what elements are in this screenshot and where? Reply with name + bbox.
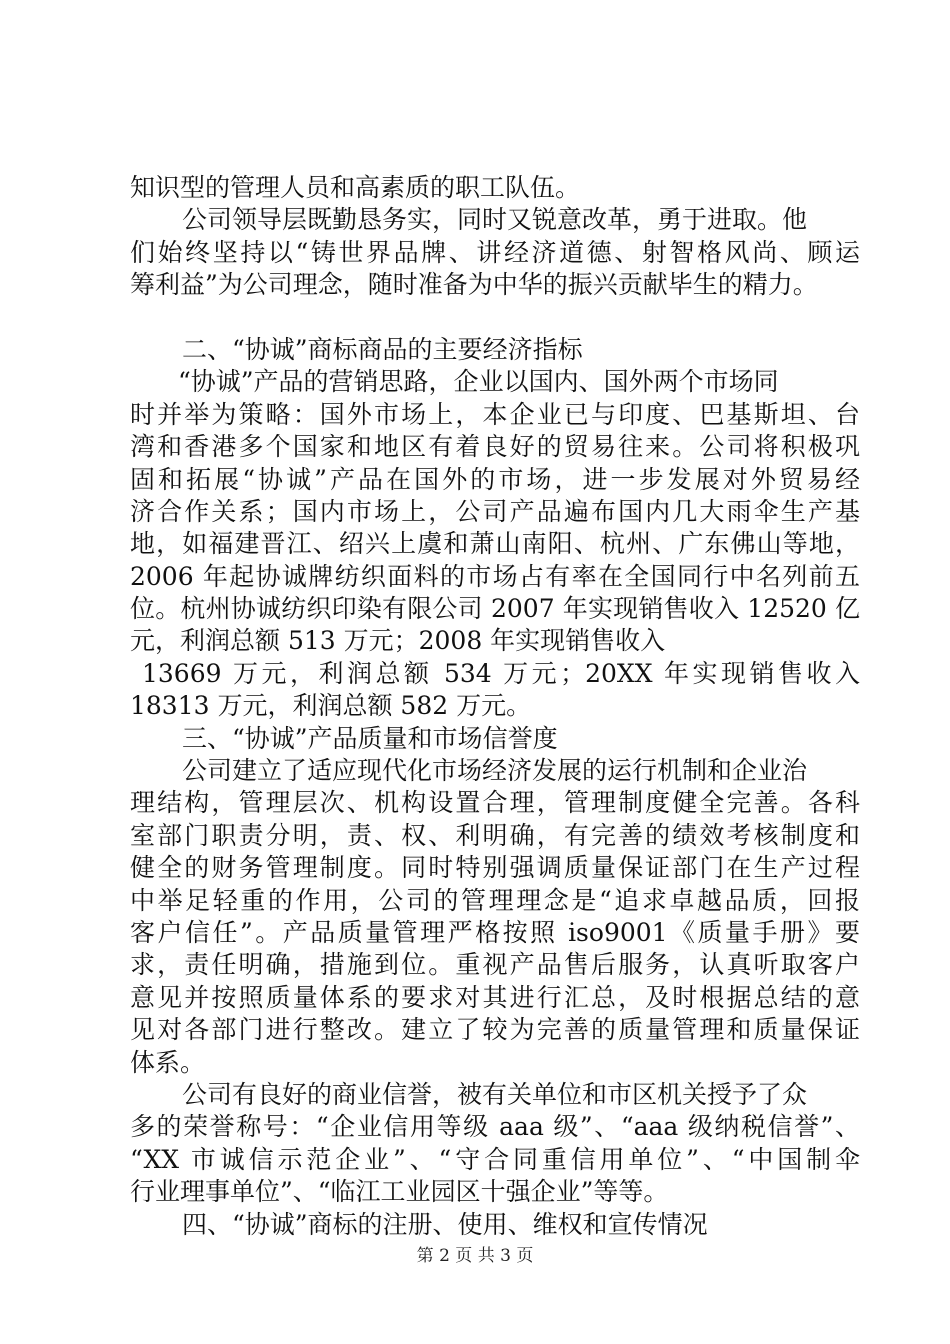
text-line: 18313 万元，利润总额 582 万元。: [130, 691, 532, 721]
text-line: 体系。: [130, 1047, 206, 1077]
text-line: “XX 市诚信示范企业”、“守合同重信用单位”、“中国制伞: [130, 1144, 860, 1174]
page-footer: 第 2 页 共 3 页: [416, 1246, 534, 1266]
text-line: 理结构，管理层次、机构设置合理，管理制度健全完善。各科: [130, 788, 860, 818]
text-line: 公司有良好的商业信誉，被有关单位和市区机关授予了众: [182, 1079, 808, 1109]
text-line: 客户信任”。产品质量管理严格按照 iso9001《质量手册》要: [130, 917, 860, 947]
text-line: 元，利润总额 513 万元；2008 年实现销售收入: [130, 626, 666, 656]
text-line: 13669 万元，利润总额 534 万元；20XX 年实现销售收入: [142, 658, 860, 688]
text-line: 济合作关系；国内市场上，公司产品遍布国内几大雨伞生产基: [130, 496, 860, 526]
text-line: 地，如福建晋江、绍兴上虞和萧山南阳、杭州、广东佛山等地，: [130, 529, 860, 559]
section-heading: 四、“协诚”商标的注册、使用、维权和宣传情况: [182, 1209, 708, 1239]
text-line: 行业理事单位”、“临江工业园区十强企业”等等。: [130, 1177, 669, 1207]
text-line: 见对各部门进行整改。建立了较为完善的质量管理和质量保证: [130, 1015, 860, 1045]
text-line: 公司建立了适应现代化市场经济发展的运行机制和企业治: [182, 756, 808, 786]
text-line: 2006 年起协诚牌纺织面料的市场占有率在全国同行中名列前五: [130, 561, 860, 591]
text-line: 多的荣誉称号：“企业信用等级 aaa 级”、“aaa 级纳税信誉”、: [130, 1112, 860, 1142]
text-line: 健全的财务管理制度。同时特别强调质量保证部门在生产过程: [130, 853, 860, 883]
text-line: 湾和香港多个国家和地区有着良好的贸易往来。公司将积极巩: [130, 432, 860, 462]
text-line: 筹利益”为公司理念，随时准备为中华的振兴贡献毕生的精力。: [130, 270, 818, 300]
section-heading: 三、“协诚”产品质量和市场信誉度: [182, 723, 558, 753]
text-line: 求，责任明确，措施到位。重视产品售后服务，认真听取客户: [130, 950, 860, 980]
text-line: 中举足轻重的作用，公司的管理理念是“追求卓越品质，回报: [130, 885, 860, 915]
text-line: 时并举为策略：国外市场上，本企业已与印度、巴基斯坦、台: [130, 399, 860, 429]
text-line: 室部门职责分明，责、权、利明确，有完善的绩效考核制度和: [130, 820, 860, 850]
text-line: 位。杭州协诚纺织印染有限公司 2007 年实现销售收入 12520 亿: [130, 594, 860, 624]
text-line: 公司领导层既勤恳务实，同时又锐意改革，勇于进取。他: [182, 205, 808, 235]
paragraph-gap: [130, 302, 860, 334]
section-heading: 二、“协诚”商标商品的主要经济指标: [182, 334, 583, 364]
text-line: 固和拓展“协诚”产品在国外的市场，进一步发展对外贸易经: [130, 464, 860, 494]
text-line: 们始终坚持以“铸世界品牌、讲经济道德、射智格风尚、顾运: [130, 237, 860, 267]
text-line: 知识型的管理人员和高素质的职工队伍。: [130, 173, 581, 202]
text-line: 意见并按照质量体系的要求对其进行汇总，及时根据总结的意: [130, 982, 860, 1012]
document-body: [130, 172, 860, 1241]
text-line: “协诚”产品的营销思路，企业以国内、国外两个市场同: [178, 367, 779, 397]
